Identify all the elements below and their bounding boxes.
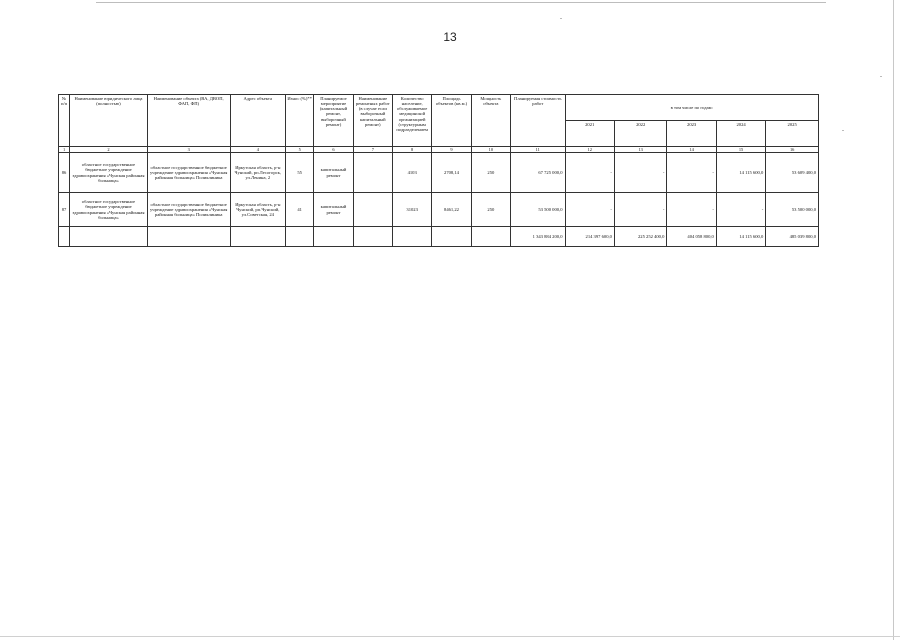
cell-population: 4103 (392, 153, 431, 193)
totals-empty-cell (471, 227, 510, 247)
cell-measure: капитальный ремонт (314, 193, 353, 227)
scan-edge-right (893, 0, 894, 640)
cell-year-2022: - (614, 193, 666, 227)
header-year-2025: 2025 (766, 121, 819, 147)
header-entity: Наименование юридического лица (полностью) (70, 95, 148, 147)
table-header-row (59, 95, 819, 121)
cell-area: 8461,22 (432, 193, 471, 227)
totals-empty-cell (286, 227, 314, 247)
totals-empty-cell (353, 227, 392, 247)
cell-capacity: 250 (471, 193, 510, 227)
scan-speck (880, 76, 882, 77)
table-row (59, 193, 819, 227)
cell-area: 2708,14 (432, 153, 471, 193)
cell-year-2021: - (565, 193, 614, 227)
totals-empty-cell (432, 227, 471, 247)
cell-wear: 55 (286, 153, 314, 193)
column-number: 11 (511, 147, 565, 153)
header-year-2023: 2023 (667, 121, 716, 147)
cell-year-2024: 14 115 600,0 (716, 153, 765, 193)
cell-year-2021: - (565, 153, 614, 193)
column-number: 15 (716, 147, 765, 153)
cell-address: Иркутская область, р-н Чунский, рп.Чунский, ул.Советская, 24 (230, 193, 286, 227)
totals-row (59, 227, 819, 247)
header-works: Наименование ремонтных работ (в случае если выборочный капитальный ремонт) (353, 95, 392, 147)
column-number: 3 (147, 147, 230, 153)
totals-year-2021: 214 397 600,0 (565, 227, 614, 247)
column-number: 1 (59, 147, 70, 153)
renovation-plan-table (58, 94, 819, 247)
cell-works (353, 153, 392, 193)
column-number: 16 (766, 147, 819, 153)
cell-works (353, 193, 392, 227)
header-number: № п/п (59, 95, 70, 147)
header-cost: Планируемая стоимость работ (511, 95, 565, 147)
totals-year-2024: 14 115 600,0 (716, 227, 765, 247)
cell-number: 87 (59, 193, 70, 227)
header-years-group: в том числе по годам: (565, 95, 819, 121)
cell-entity: областное государственное бюджетное учреждение здравоохранения «Чунская районная больница» (70, 153, 148, 193)
header-year-2021: 2021 (565, 121, 614, 147)
totals-empty-cell (59, 227, 70, 247)
cell-number: 86 (59, 153, 70, 193)
scan-speck (560, 18, 562, 19)
column-number: 9 (432, 147, 471, 153)
scan-speck (842, 130, 844, 131)
cell-address: Иркутская область, р-н Чунский, рп.Лесогорск, ул.Ленина, 2 (230, 153, 286, 193)
cell-year-2023: - (667, 153, 716, 193)
column-number: 5 (286, 147, 314, 153)
cell-population: 31023 (392, 193, 431, 227)
cell-object: областное государственное бюджетное учреждение здравоохранения «Чунская районная больница» Поликлиника (147, 193, 230, 227)
cell-year-2022: - (614, 153, 666, 193)
header-measure: Планируемое мероприятие (капитальный ремонт, выборочный ремонт) (314, 95, 353, 147)
scan-edge-top (96, 2, 826, 3)
header-population: Количество население, обслуживаемое медицинской организацией (структурным подразделением (392, 95, 431, 147)
table-row (59, 153, 819, 193)
totals-empty-cell (70, 227, 148, 247)
totals-empty-cell (314, 227, 353, 247)
cell-entity: областное государственное бюджетное учреждение здравоохранения «Чунская районная больница» (70, 193, 148, 227)
scan-edge-bottom (0, 636, 900, 637)
column-number: 13 (614, 147, 666, 153)
column-number: 7 (353, 147, 392, 153)
totals-empty-cell (392, 227, 431, 247)
header-area: Площадь объектов (кв.м.) (432, 95, 471, 147)
totals-empty-cell (147, 227, 230, 247)
cell-year-2025: 53 609 400,0 (766, 153, 819, 193)
column-number: 10 (471, 147, 510, 153)
cell-wear: 41 (286, 193, 314, 227)
totals-year-2022: 225 252 400,0 (614, 227, 666, 247)
header-address: Адрес объекта (230, 95, 286, 147)
cell-year-2025: 53 500 000,0 (766, 193, 819, 227)
cell-measure: капитальный ремонт (314, 153, 353, 193)
column-number: 14 (667, 147, 716, 153)
cell-year-2023: - (667, 193, 716, 227)
header-object: Наименование объекта (ВА, ДВОП, ФАП, ФП) (147, 95, 230, 147)
column-number: 8 (392, 147, 431, 153)
header-year-2022: 2022 (614, 121, 666, 147)
cell-cost: 67 725 000,0 (511, 153, 565, 193)
cell-capacity: 250 (471, 153, 510, 193)
column-number: 2 (70, 147, 148, 153)
column-number: 4 (230, 147, 286, 153)
totals-year-2025: 485 039 800,0 (766, 227, 819, 247)
totals-year-2023: 404 058 800,0 (667, 227, 716, 247)
header-year-2024: 2024 (716, 121, 765, 147)
cell-cost: 53 500 000,0 (511, 193, 565, 227)
totals-cost: 1 343 884 200,0 (511, 227, 565, 247)
header-wear: Износ (%)** (286, 95, 314, 147)
cell-year-2024: - (716, 193, 765, 227)
page-number: 13 (443, 30, 457, 44)
column-number: 6 (314, 147, 353, 153)
totals-empty-cell (230, 227, 286, 247)
header-capacity: Мощность объекта (471, 95, 510, 147)
cell-object: областное государственное бюджетное учреждение здравоохранения «Чунская районная больница» Поликлиника (147, 153, 230, 193)
column-number: 12 (565, 147, 614, 153)
